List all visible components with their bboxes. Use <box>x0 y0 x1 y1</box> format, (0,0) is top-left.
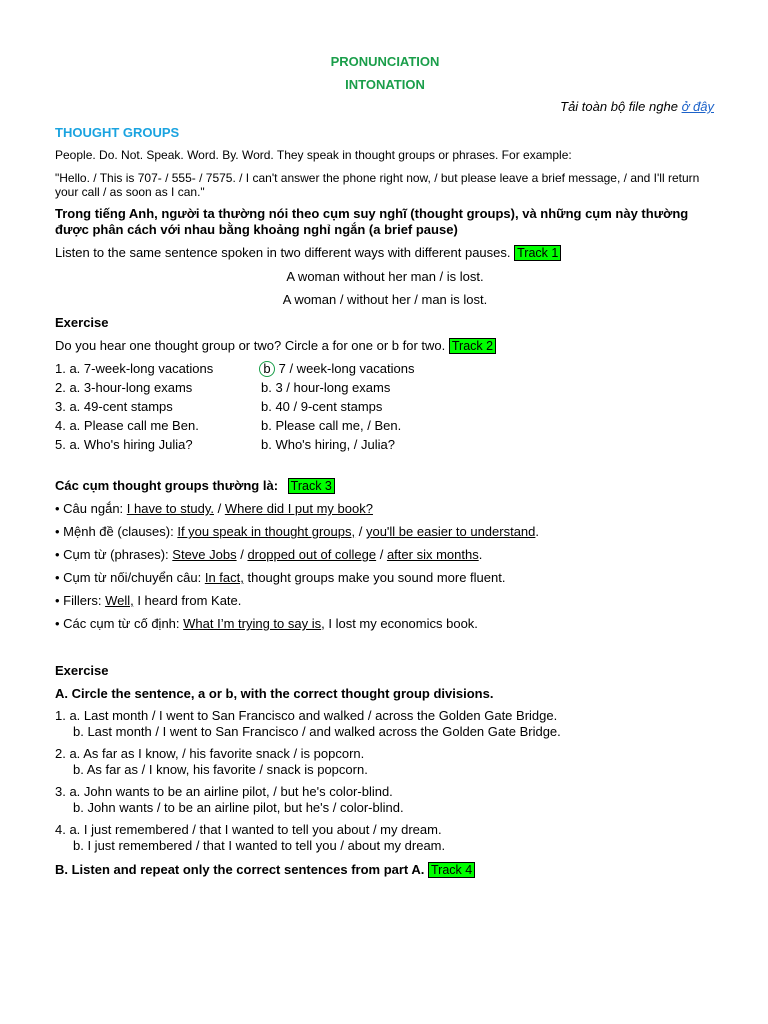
example-text: "Hello. / This is 707- / 555- / 7575. / I can't answer the phone right now, / but please leave a brief message, / and I'll return your call / as soon as I can." <box>55 171 700 199</box>
bullet-label: • Cụm từ (phrases): <box>55 547 173 562</box>
track-3-link[interactable]: Track 3 <box>288 478 335 494</box>
option-b: b. Who's hiring, / Julia? <box>261 437 395 452</box>
option-a: 5. a. Who's hiring Julia? <box>55 437 193 452</box>
list-item <box>55 378 715 397</box>
example-phrase: In fact, <box>204 570 244 585</box>
option-b: b. I just remembered / that I wanted to tell you / about my dream. <box>73 838 446 853</box>
example-phrase: What I’m trying to say is <box>183 616 322 631</box>
example-rest: thought groups make you sound more fluent. <box>243 570 506 585</box>
example-phrase: I have to study. <box>126 501 214 516</box>
example-phrase: Where did I put my book? <box>224 501 373 516</box>
listen-instruction <box>55 245 715 261</box>
example-phrase: you'll be easier to understand <box>365 524 536 539</box>
separator: / <box>213 501 225 516</box>
list-item <box>55 708 715 740</box>
listen-text: Listen to the same sentence spoken in two different ways with different pauses. <box>55 245 511 260</box>
bullet-label: • Câu ngắn: <box>55 501 127 516</box>
example-phrase: Steve Jobs <box>172 547 237 562</box>
option-b <box>261 359 414 378</box>
list-item <box>55 359 715 378</box>
download-line <box>55 96 714 118</box>
list-item <box>55 589 715 612</box>
punctuation: . <box>478 547 483 562</box>
exercise-1-heading: Exercise <box>55 315 109 330</box>
bullet-label: • Các cụm từ cố định: <box>55 616 184 631</box>
option-b: b. 3 / hour-long exams <box>261 380 391 395</box>
option-b: b. Last month / I went to San Francisco / and walked across the Golden Gate Bridge. <box>73 724 561 739</box>
vietnamese-explanation: Trong tiếng Anh, người ta thường nói theo cụm suy nghĩ (thought groups), và những cụm này thường được phân cách với nhau bằng khoảng nghỉ ngắn (a brief pause) <box>55 206 689 237</box>
example-sentence-2: A woman / without her / man is lost. <box>282 292 488 307</box>
option-b: b. John wants / to be an airline pilot, but he's / color-blind. <box>73 800 404 815</box>
list-item <box>55 397 715 416</box>
track-2-link[interactable]: Track 2 <box>449 338 496 354</box>
option-b-text: 7 / week-long vacations <box>275 361 415 376</box>
download-text: Tải toàn bộ file nghe <box>560 99 682 114</box>
page-subtitle: INTONATION <box>345 77 425 92</box>
circled-answer: b <box>259 361 275 377</box>
page-title: PRONUNCIATION <box>330 54 440 69</box>
list-item <box>55 435 715 454</box>
example-rest: I heard from Kate. <box>133 593 242 608</box>
bullet-label: • Mệnh đề (clauses): <box>55 524 178 539</box>
thought-groups-heading: THOUGHT GROUPS <box>55 125 180 140</box>
groups-heading-text: Các cụm thought groups thường là: <box>55 478 279 493</box>
bullet-label: • Cụm từ nối/chuyển câu: <box>55 570 205 585</box>
example-phrase: Well, <box>105 593 134 608</box>
example-phrase: dropped out of college <box>247 547 377 562</box>
example-rest: , I lost my economics book. <box>321 616 478 631</box>
list-item <box>55 520 715 543</box>
option-a: 4. a. I just remembered / that I wanted to tell you about / my dream. <box>55 822 442 837</box>
separator: / <box>376 547 387 562</box>
list-item <box>55 784 715 816</box>
option-b: b. 40 / 9-cent stamps <box>261 399 383 414</box>
list-item <box>55 822 715 854</box>
groups-list <box>55 497 715 635</box>
list-item <box>55 497 715 520</box>
list-item <box>55 416 715 435</box>
option-a: 1. a. 7-week-long vacations <box>55 361 214 376</box>
list-item <box>55 612 715 635</box>
option-a: 4. a. Please call me Ben. <box>55 418 199 433</box>
option-a: 1. a. Last month / I went to San Francisco and walked / across the Golden Gate Bridge. <box>55 708 558 723</box>
download-link[interactable]: ở đây <box>681 99 714 114</box>
example-sentence-1: A woman without her man / is lost. <box>286 269 484 284</box>
separator: / <box>236 547 248 562</box>
example-phrase: If you speak in thought groups, <box>177 524 356 539</box>
track-4-link[interactable]: Track 4 <box>428 862 475 878</box>
intro-text: People. Do. Not. Speak. Word. By. Word. They speak in thought groups or phrases. For example: <box>55 148 572 162</box>
punctuation: . <box>535 524 540 539</box>
exercise-1-instruction <box>55 338 715 354</box>
document-page <box>55 50 715 878</box>
exercise-1-instruction-text: Do you hear one thought group or two? Circle a for one or b for two. <box>55 338 446 353</box>
groups-heading <box>55 478 715 494</box>
option-a: 3. a. John wants to be an airline pilot, / but he's color-blind. <box>55 784 393 799</box>
exercise-2-heading: Exercise <box>55 663 109 678</box>
list-item <box>55 543 715 566</box>
part-b-instruction <box>55 862 715 878</box>
option-a: 2. a. As far as I know, / his favorite snack / is popcorn. <box>55 746 365 761</box>
list-item <box>55 746 715 778</box>
part-a-instruction: A. Circle the sentence, a or b, with the correct thought group divisions. <box>55 686 494 701</box>
track-1-link[interactable]: Track 1 <box>514 245 561 261</box>
option-a: 3. a. 49-cent stamps <box>55 399 173 414</box>
part-b-text: B. Listen and repeat only the correct sentences from part A. <box>55 862 425 877</box>
example-phrase: after six months <box>386 547 479 562</box>
separator: / <box>355 524 366 539</box>
exercise-1-list <box>55 359 715 454</box>
option-b: b. Please call me, / Ben. <box>261 418 402 433</box>
bullet-label: • Fillers: <box>55 593 106 608</box>
option-b: b. As far as / I know, his favorite / snack is popcorn. <box>73 762 368 777</box>
option-a: 2. a. 3-hour-long exams <box>55 380 193 395</box>
list-item <box>55 566 715 589</box>
